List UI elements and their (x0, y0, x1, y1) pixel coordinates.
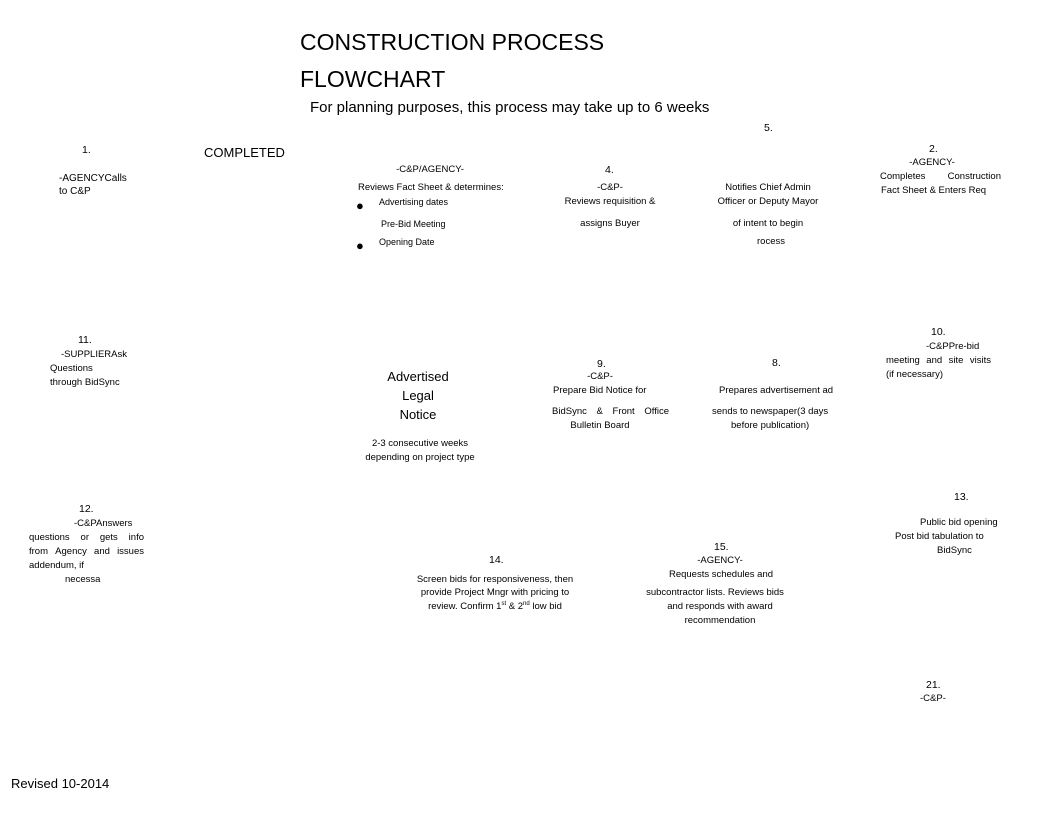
step-11-text-line1: -SUPPLIERAsk (61, 349, 127, 360)
step-3-item-prebid: Pre-Bid Meeting (381, 219, 446, 229)
step-21-number: 21. (926, 679, 941, 691)
step-13-text-line1: Public bid opening (920, 517, 998, 528)
step-11-text-line2: Questions (50, 363, 93, 374)
step-14-text-line2: provide Project Mngr with pricing to (420, 587, 570, 598)
step-10-word: site (948, 355, 964, 366)
step-13-text-line2: Post bid tabulation to (895, 531, 984, 542)
step-10-word: visits (969, 355, 991, 366)
step-1-text-line2: to C&P (59, 186, 91, 197)
step-12-text-line4: addendum, if (29, 560, 84, 571)
step-15-text-line3: and responds with award (667, 601, 773, 612)
step-13-text-line3: BidSync (937, 545, 972, 556)
step-12-word: and (94, 546, 110, 557)
step-14-text-part: & 2 (506, 601, 524, 612)
step-3-intro: Reviews Fact Sheet & determines: (358, 182, 504, 193)
legal-notice-duration-line2: depending on project type (365, 452, 475, 463)
step-9-word: & (596, 406, 603, 417)
step-2-word: Construction (947, 171, 1001, 182)
step-14-text-part: low bid (529, 601, 562, 612)
step-8-text-line2: sends to newspaper(3 days (712, 406, 829, 417)
step-9-role: -C&P- (587, 371, 613, 382)
step-1-text-line1: -AGENCYCalls (59, 173, 127, 184)
step-5-text-line2: Officer or Deputy Mayor (717, 196, 819, 207)
step-14-text-part: review. Confirm 1 (428, 601, 502, 612)
step-12-word: from (29, 546, 48, 557)
step-9-word: Office (644, 406, 669, 417)
step-5-number: 5. (764, 122, 773, 134)
step-13-number: 13. (954, 491, 969, 503)
step-10-word: meeting (886, 355, 920, 366)
step-5-text-line3: of intent to begin (732, 218, 804, 229)
step-14-text-line3 (400, 600, 590, 614)
step-9-text-line2 (552, 405, 669, 419)
legal-notice-line3: Notice (399, 407, 437, 422)
step-2-text-line1 (880, 170, 1001, 184)
step-8-number: 8. (772, 357, 781, 369)
step-12-word: info (128, 532, 144, 543)
step-14-text-line1: Screen bids for responsiveness, then (416, 574, 574, 585)
step-3-role: -C&P/AGENCY- (396, 164, 464, 175)
step-5-text-line4: rocess (757, 236, 785, 247)
step-15-number: 15. (714, 541, 729, 553)
step-9-word: Front (612, 406, 635, 417)
step-8-text-line1: Prepares advertisement ad (719, 385, 834, 396)
step-4-text-line1: Reviews requisition & (564, 196, 656, 207)
step-8-text-line3: before publication) (731, 420, 810, 431)
step-5-text-line1: Notifies Chief Admin (725, 182, 811, 193)
completed-label: COMPLETED (204, 145, 285, 160)
step-12-word: issues (117, 546, 144, 557)
step-12-word: gets (99, 532, 118, 543)
bullet-icon: ● (356, 198, 364, 213)
step-10-text-line2 (886, 354, 991, 368)
step-15-text-line4: recommendation (684, 615, 756, 626)
step-9-text-line3: Bulletin Board (570, 420, 630, 431)
step-14-ordinal: st (501, 600, 507, 607)
step-14-number: 14. (489, 554, 504, 566)
step-3-item-advertising: Advertising dates (379, 197, 449, 207)
page-title-line2: FLOWCHART (300, 66, 446, 92)
step-10-word: and (926, 355, 943, 366)
step-2-number: 2. (929, 143, 938, 155)
step-12-word: Agency (55, 546, 87, 557)
step-4-text-line2: assigns Buyer (580, 218, 640, 229)
legal-notice-duration-line1: 2-3 consecutive weeks (371, 438, 469, 449)
legal-notice-line1: Advertised (387, 369, 449, 384)
step-11-text-line3: through BidSync (50, 377, 120, 388)
step-2-word: Completes (880, 171, 926, 182)
page-subtitle: For planning purposes, this process may take up to 6 weeks (310, 99, 710, 116)
step-4-number: 4. (605, 164, 614, 176)
revised-date: Revised 10-2014 (11, 776, 110, 791)
legal-notice-line2: Legal (402, 388, 434, 403)
step-12-text-line5: necessa (65, 574, 101, 585)
step-12-text-line1: -C&PAnswers (74, 518, 133, 529)
step-21-role: -C&P- (920, 693, 946, 704)
step-11-number: 11. (78, 334, 92, 346)
step-4-role: -C&P- (597, 182, 623, 193)
bullet-icon: ● (356, 238, 364, 253)
step-12-word: or (80, 532, 89, 543)
step-15-text-line1: Requests schedules and (668, 569, 774, 580)
step-2-role: -AGENCY- (909, 157, 955, 168)
step-12-word: questions (29, 532, 70, 543)
step-10-text-line1: -C&PPre-bid (926, 341, 980, 352)
step-9-text-line1: Prepare Bid Notice for (553, 385, 647, 396)
step-2-text-line2: Fact Sheet & Enters Req (881, 185, 987, 196)
step-15-text-line2: subcontractor lists. Reviews bids (646, 587, 784, 598)
step-14-ordinal: nd (523, 600, 530, 607)
step-12-text-line2 (29, 531, 144, 545)
step-9-number: 9. (597, 358, 606, 370)
step-3-item-opening: Opening Date (379, 237, 435, 247)
step-15-role: -AGENCY- (697, 555, 743, 566)
step-1-number: 1. (82, 144, 91, 156)
step-12-text-line3 (29, 545, 144, 559)
step-12-number: 12. (79, 503, 94, 515)
page-title-line1: CONSTRUCTION PROCESS (300, 29, 605, 55)
step-10-number: 10. (931, 326, 946, 338)
step-10-text-line3: (if necessary) (886, 369, 944, 380)
step-9-word: BidSync (552, 406, 587, 417)
